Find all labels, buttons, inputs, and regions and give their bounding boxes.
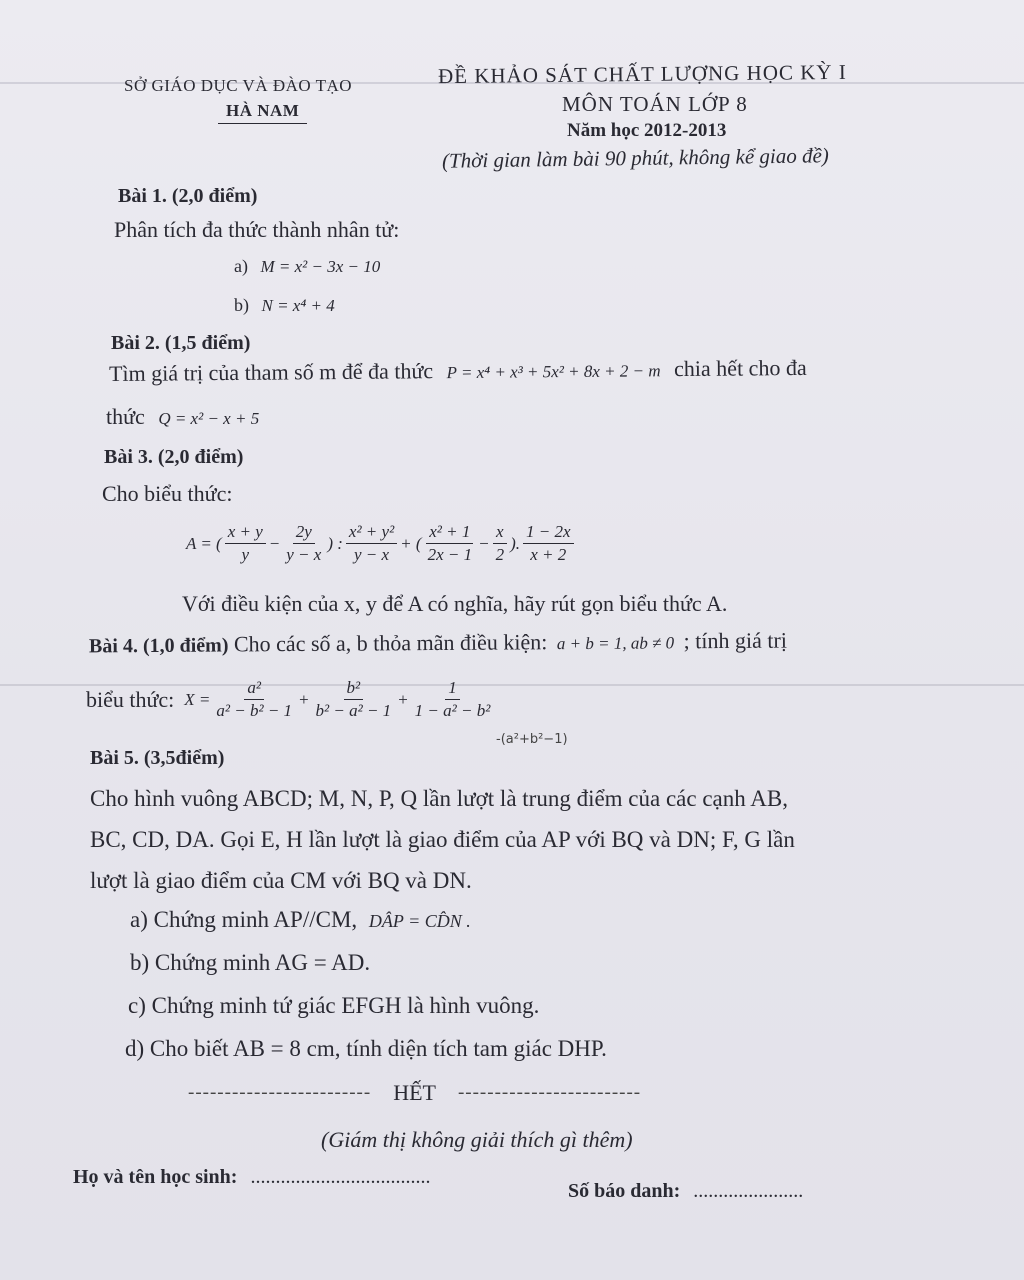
bai4-line2	[86, 678, 496, 721]
bai3-op3: + (	[400, 533, 422, 553]
bai4-line1	[89, 628, 787, 659]
bai1-a-label: a)	[234, 256, 248, 276]
bai4-plus2: +	[397, 689, 409, 709]
student-name-line	[73, 1166, 430, 1189]
handwritten-note: -(a²+b²−1)	[496, 732, 568, 747]
bai3-f3-num: x² + y²	[346, 522, 397, 544]
bai3-frac-4	[425, 522, 476, 565]
student-name-dots: ....................................	[250, 1166, 431, 1188]
school-year: Năm học 2012-2013	[567, 120, 727, 141]
bai3-prompt: Cho biểu thức:	[102, 481, 233, 506]
end-line	[188, 1080, 641, 1106]
student-id-dots: ......................	[693, 1180, 804, 1202]
bai3-frac-3	[346, 522, 397, 565]
time-note: (Thời gian làm bài 90 phút, không kể giao đề)	[441, 143, 829, 173]
bai3-title: Bài 3. (2,0 điểm)	[104, 446, 244, 468]
bai5-a-math: DÂP = CD̂N .	[368, 911, 471, 931]
subject-title: MÔN TOÁN LỚP 8	[562, 92, 748, 116]
bai3-f5-num: x	[493, 522, 507, 544]
bai4-plus1: +	[298, 689, 310, 709]
bai2-text3: thức	[106, 404, 145, 429]
student-name-label: Họ và tên học sinh:	[73, 1166, 238, 1188]
bai3-f1-num: x + y	[225, 522, 266, 544]
bai3-op4: −	[478, 533, 490, 553]
end-dashes-right: -------------------------	[457, 1082, 642, 1103]
bai3-lhs: A = (	[186, 533, 222, 553]
bai1-a	[234, 256, 380, 277]
student-id-label: Số báo danh:	[568, 1180, 681, 1202]
bai5-title: Bài 5. (3,5điểm)	[90, 747, 225, 769]
bai3-task: Với điều kiện của x, y để A có nghĩa, hãy rút gọn biểu thức A.	[182, 591, 728, 616]
bai4-text3: biểu thức:	[86, 686, 175, 712]
bai2-text1: Tìm giá trị của tham số m để đa thức	[108, 358, 434, 387]
bai3-f2-den: y − x	[286, 545, 322, 564]
bai1-a-expr: M = x² − 3x − 10	[260, 257, 381, 276]
end-dashes-left: -------------------------	[188, 1082, 372, 1103]
bai3-op2: ) :	[327, 533, 343, 553]
end-marker: HẾT	[393, 1080, 436, 1105]
bai4-text2: ; tính giá trị	[683, 627, 787, 654]
bai4-g3-den: 1 − a² − b²	[414, 701, 491, 720]
bai4-frac-1	[213, 678, 295, 721]
department-name: SỞ GIÁO DỤC VÀ ĐÀO TẠO	[124, 76, 353, 95]
bai5-line2: BC, CD, DA. Gọi E, H lần lượt là giao điểm của AP với BQ và DN; F, G lần	[90, 827, 795, 852]
bai1-b-label: b)	[234, 295, 249, 315]
bai2-title: Bài 2. (1,5 điểm)	[111, 332, 251, 354]
bai3-frac-2	[283, 522, 324, 565]
bai4-condition: a + b = 1, ab ≠ 0	[556, 633, 675, 654]
bai3-frac-5	[493, 522, 508, 565]
bai5-line3: lượt là giao điểm của CM với BQ và DN.	[90, 868, 472, 893]
bai3-f5-den: 2	[495, 545, 505, 564]
bai2-expr-q: Q = x² − x + 5	[158, 409, 260, 428]
bai3-f6-den: x + 2	[530, 545, 567, 564]
bai3-f2-num: 2y	[293, 522, 315, 544]
proctor-note: (Giám thị không giải thích gì thêm)	[321, 1127, 633, 1152]
bai2-expr-p: P = x⁴ + x³ + 5x² + 8x + 2 − m	[446, 361, 661, 383]
bai5-d: d) Cho biết AB = 8 cm, tính diện tích tam giác DHP.	[125, 1036, 607, 1061]
bai4-g1-num: a²	[244, 678, 264, 700]
bai2-line1	[109, 355, 807, 387]
bai5-c: c) Chứng minh tứ giác EFGH là hình vuông.	[128, 993, 540, 1018]
bai4-title: Bài 4. (1,0 điểm)	[88, 634, 229, 658]
bai4-lhs: X =	[184, 689, 211, 709]
province-name: HÀ NAM	[218, 101, 307, 124]
bai5-line1: Cho hình vuông ABCD; M, N, P, Q lần lượt là trung điểm của các cạnh AB,	[90, 786, 788, 811]
bai4-frac-3	[412, 678, 494, 721]
bai1-b-expr: N = x⁴ + 4	[261, 296, 335, 315]
bai3-f3-den: y − x	[354, 545, 390, 564]
bai1-prompt: Phân tích đa thức thành nhân tử:	[114, 217, 400, 242]
bai2-line2	[106, 404, 259, 430]
bai3-f6-num: 1 − 2x	[523, 522, 574, 544]
bai4-g2-num: b²	[344, 678, 364, 700]
bai4-frac-2	[313, 678, 395, 721]
bai3-formula	[186, 522, 577, 565]
bai3-f1-den: y	[241, 545, 250, 564]
bai3-frac-6	[523, 522, 574, 565]
bai3-op1: −	[268, 533, 281, 553]
bai3-frac-1	[225, 522, 266, 565]
bai1-title: Bài 1. (2,0 điểm)	[118, 185, 258, 207]
bai4-g1-den: a² − b² − 1	[216, 701, 293, 720]
exam-title: ĐỀ KHẢO SÁT CHẤT LƯỢNG HỌC KỲ I	[437, 59, 847, 89]
bai3-op5: ).	[510, 533, 520, 553]
student-id-line	[568, 1180, 803, 1203]
bai4-g2-den: b² − a² − 1	[315, 701, 392, 720]
bai5-b: b) Chứng minh AG = AD.	[130, 950, 371, 975]
bai5-a	[130, 907, 471, 933]
bai1-b	[234, 295, 335, 316]
bai2-text2: chia hết cho đa	[673, 354, 807, 382]
bai5-a-text: a) Chứng minh AP//CM,	[130, 907, 358, 932]
bai4-text1: Cho các số a, b thỏa mãn điều kiện:	[233, 629, 548, 657]
bai3-f4-num: x² + 1	[426, 522, 473, 544]
bai3-f4-den: 2x − 1	[427, 545, 473, 564]
bai4-g3-num: 1	[445, 678, 460, 700]
